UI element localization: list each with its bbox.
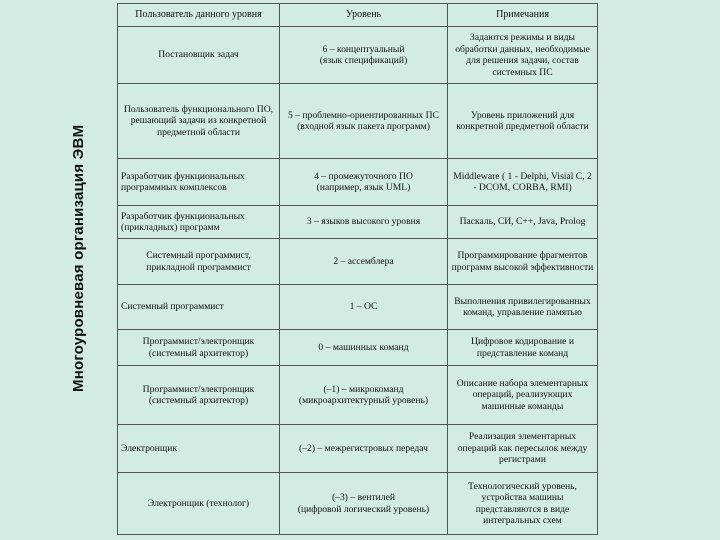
row-level <box>280 473 448 535</box>
row-note: Задаются режимы и виды обработки данных, необходимые для решения задачи, состав системных ПС <box>448 27 598 84</box>
header-level: Уровень <box>280 4 448 27</box>
level-sub: (микроархитектурный уровень) <box>298 395 429 406</box>
row-user: Электронщик (технолог) <box>118 473 280 535</box>
row-note: Цифровое кодирование и представление команд <box>448 330 598 366</box>
row-note: Реализация элементарных операций как пересылок между регистрами <box>448 425 598 473</box>
row-note: Описание набора элементарных операций, реализующих машинные команды <box>448 366 598 425</box>
level-sub: (входной язык пакета программ) <box>297 121 430 132</box>
row-note: Уровень приложений для конкретной предметной области <box>448 84 598 159</box>
row-user: Электронщик <box>118 425 280 473</box>
level-sub: (цифровой логический уровень) <box>297 503 430 515</box>
level-name: 3 – языков высокого уровня <box>306 216 421 228</box>
row-level <box>280 159 448 206</box>
table-row <box>118 84 598 159</box>
table-row <box>118 239 598 285</box>
level-name: 4 – промежуточного ПО <box>314 170 413 182</box>
level-name: 6 – концептуальный <box>322 43 405 55</box>
row-level <box>280 206 448 239</box>
level-name: 2 – ассемблера <box>333 255 394 267</box>
row-user: Разработчик функциональных программных комплексов <box>118 159 280 206</box>
row-level <box>280 330 448 366</box>
level-sub: (язык спецификаций) <box>319 55 408 66</box>
row-level <box>280 425 448 473</box>
table-row <box>118 425 598 473</box>
row-note: Middleware ( 1 - Delphi, Visial C, 2 - DCOM, CORBA, RMI) <box>448 159 598 206</box>
row-user: Системный программист <box>118 285 280 330</box>
row-user: Пользователь функционального ПО, решающий задачи из конкретной предметной области <box>118 84 280 159</box>
table-row <box>118 285 598 330</box>
level-name: (–3) – вентилей <box>332 492 395 503</box>
row-level <box>280 84 448 159</box>
row-note: Выполнения привилегированных команд, управление памятью <box>448 285 598 330</box>
row-user: Программист/электронщик (системный архитектор) <box>118 330 280 366</box>
table-row <box>118 27 598 84</box>
row-user: Программист/электронщик (системный архитектор) <box>118 366 280 425</box>
row-level <box>280 285 448 330</box>
row-note: Паскаль, СИ, С++, Java, Prolog <box>448 206 598 239</box>
level-name: (–1) – микрокоманд <box>323 383 404 395</box>
level-sub: (например, язык UML) <box>316 182 411 193</box>
row-user: Разработчик функциональных (прикладных) программ <box>118 206 280 239</box>
header-note: Примечания <box>448 4 598 27</box>
level-name: 1 – ОС <box>349 301 378 313</box>
row-note: Технологический уровень, устройства машины представляются в виде интегральных схем <box>448 473 598 535</box>
row-user: Системный программист, прикладной программист <box>118 239 280 285</box>
header-row <box>118 4 598 27</box>
table-row <box>118 473 598 535</box>
table-row <box>118 159 598 206</box>
row-level <box>280 366 448 425</box>
row-note: Программирование фрагментов программ высокой эффективности <box>448 239 598 285</box>
row-level <box>280 239 448 285</box>
table-row <box>118 330 598 366</box>
level-name: 0 – машинных команд <box>318 341 409 353</box>
row-level <box>280 27 448 84</box>
level-name: (–2) – межрегистровых передач <box>299 442 428 454</box>
row-user: Постановщик задач <box>118 27 280 84</box>
vertical-title: Многоуровневая организация ЭВМ <box>70 124 87 392</box>
header-user: Пользователь данного уровня <box>118 4 280 27</box>
levels-table <box>117 3 598 535</box>
table-row <box>118 206 598 239</box>
table-row <box>118 366 598 425</box>
level-name: 5 – проблемно-ориентированных ПС <box>288 109 439 121</box>
